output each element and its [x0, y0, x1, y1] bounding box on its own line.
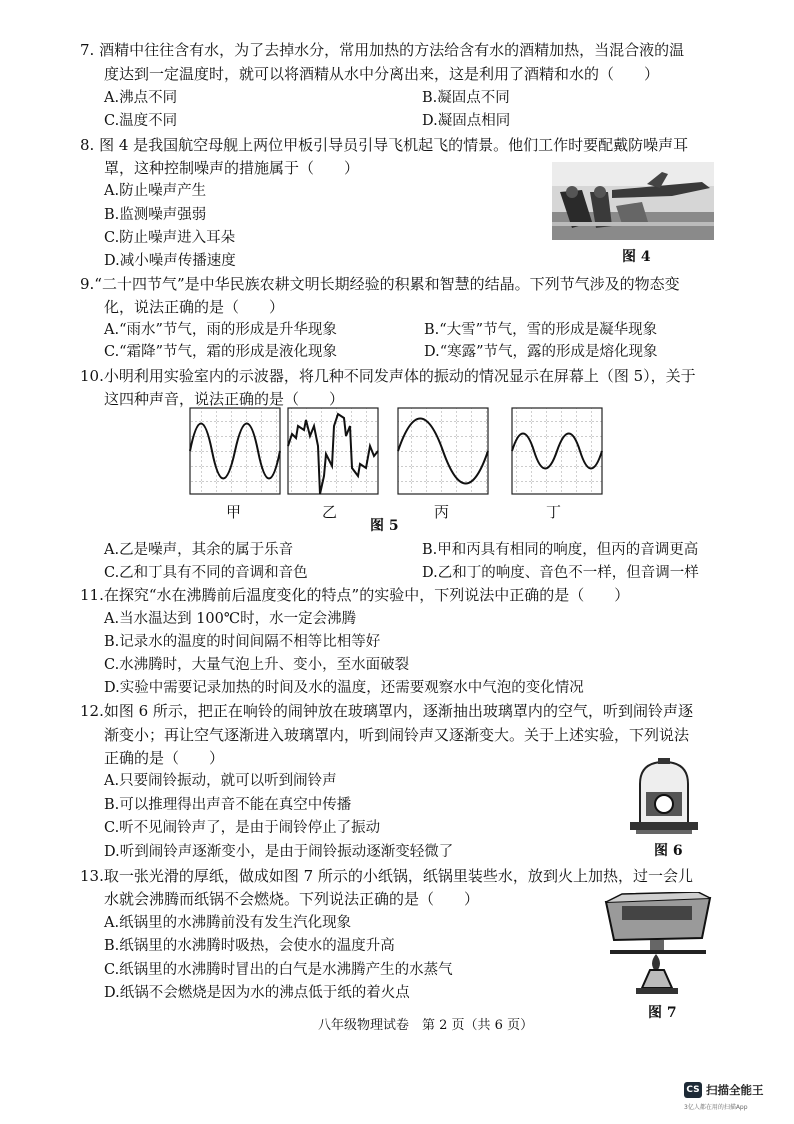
q12-stem-line2: 渐变小；再让空气逐渐进入玻璃罩内，听到闹铃声又逐渐变大。关于上述实验，下列说法 [104, 726, 690, 744]
fig6-caption: 图 6 [654, 843, 683, 859]
q10-option-c: C.乙和丁具有不同的音调和音色 [104, 565, 308, 581]
q11-option-c: C.水沸腾时，大量气泡上升、变小，至水面破裂 [104, 657, 410, 673]
q9-option-a: A.“雨水”节气，雨的形成是升华现象 [104, 322, 337, 338]
q8-stem-line1: 8. 图 4 是我国航空母舰上两位甲板引导员引导飞机起飞的情景。他们工作时要配戴防噪声耳 [80, 136, 689, 154]
q12-option-c: C.听不见闹铃声了，是由于闹铃停止了振动 [104, 820, 381, 836]
q8-option-b: B.监测噪声强弱 [104, 207, 207, 223]
waveform-jia [190, 408, 280, 494]
q13-stem-line2: 水就会沸腾而纸锅不会燃烧。下列说法正确的是（ ） [104, 890, 480, 908]
fig5-label-yi: 乙 [322, 503, 338, 521]
q8-stem-line2: 罩，这种控制噪声的措施属于（ ） [104, 159, 360, 177]
q12-option-b: B.可以推理得出声音不能在真空中传播 [104, 797, 352, 813]
q11-stem: 11.在探究“水在沸腾前后温度变化的特点”的实验中，下列说法中正确的是（ ） [80, 586, 630, 604]
q12-option-d: D.听到闹铃声逐渐变小，是由于闹铃振动逐渐变轻微了 [104, 844, 454, 860]
fig5-label-jia: 甲 [226, 503, 242, 521]
waveform-bing [398, 408, 488, 494]
q8-option-c: C.防止噪声进入耳朵 [104, 230, 236, 246]
fig7-caption: 图 7 [648, 1005, 677, 1021]
q9-stem-line2: 化，说法正确的是（ ） [104, 298, 285, 316]
fig6-bell-jar-clock [626, 758, 702, 834]
q7-stem-line1: 7. 酒精中往往含有水，为了去掉水分，常用加热的方法给含有水的酒精加热，当混合液的温 [80, 41, 685, 59]
fig7-paper-pot-over-flame [602, 892, 714, 998]
scanner-tagline: 3亿人都在用的扫描App [684, 1104, 748, 1111]
q7-option-a: A.沸点不同 [104, 90, 178, 106]
q12-option-a: A.只要闹铃振动，就可以听到闹铃声 [104, 773, 337, 789]
q11-option-d: D.实验中需要记录加热的时间及水的温度，还需要观察水中气泡的变化情况 [104, 680, 584, 696]
q10-option-a: A.乙是噪声，其余的属于乐音 [104, 542, 294, 558]
q13-stem-line1: 13.取一张光滑的厚纸，做成如图 7 所示的小纸锅，纸锅里装些水，放到火上加热，过一会儿 [80, 867, 693, 885]
fig5-caption: 图 5 [370, 518, 399, 534]
fig4-aircraft-carrier-photo [552, 162, 714, 240]
q10-stem-line1: 10.小明利用实验室内的示波器，将几种不同发声体的振动的情况显示在屏幕上（图 5），关于 [80, 367, 696, 385]
q13-option-a: A.纸锅里的水沸腾前没有发生汽化现象 [104, 915, 352, 931]
q9-option-d: D.“寒露”节气，露的形成是熔化现象 [424, 344, 658, 360]
fig4-caption: 图 4 [622, 249, 651, 265]
fig5-oscilloscope-waveforms [186, 406, 612, 496]
cs-logo-icon: CS [684, 1082, 702, 1098]
waveform-ding [512, 408, 602, 494]
q10-stem-line2: 这四种声音，说法正确的是（ ） [104, 390, 345, 408]
q7-option-c: C.温度不同 [104, 113, 178, 129]
q7-option-d: D.凝固点相同 [422, 113, 511, 129]
q9-option-b: B.“大雪”节气，雪的形成是凝华现象 [424, 322, 658, 338]
q7-stem-line2: 度达到一定温度时，就可以将酒精从水中分离出来，这是利用了酒精和水的（ ） [104, 65, 660, 83]
q10-option-d: D.乙和丁的响度、音色不一样，但音调一样 [422, 565, 699, 581]
fig5-label-ding: 丁 [546, 503, 562, 521]
fig5-label-bing: 丙 [434, 503, 450, 521]
q10-option-b: B.甲和丙具有相同的响度，但丙的音调更高 [422, 542, 699, 558]
q8-option-d: D.减小噪声传播速度 [104, 253, 236, 269]
q11-option-b: B.记录水的温度的时间间隔不相等比相等好 [104, 634, 381, 650]
waveform-yi [288, 408, 378, 494]
q13-option-c: C.纸锅里的水沸腾时冒出的白气是水沸腾产生的水蒸气 [104, 962, 453, 978]
q11-option-a: A.当水温达到 100℃时，水一定会沸腾 [104, 611, 357, 627]
q9-stem-line1: 9.“二十四节气”是中华民族农耕文明长期经验的积累和智慧的结晶。下列节气涉及的物态变 [80, 275, 680, 293]
q9-option-c: C.“霜降”节气，霜的形成是液化现象 [104, 344, 338, 360]
page-footer: 八年级物理试卷 第 2 页（共 6 页） [318, 1018, 534, 1033]
scanner-app-name: 扫描全能王 [706, 1083, 764, 1097]
q7-option-b: B.凝固点不同 [422, 90, 510, 106]
q8-option-a: A.防止噪声产生 [104, 183, 207, 199]
q13-option-b: B.纸锅里的水沸腾时吸热，会使水的温度升高 [104, 938, 395, 954]
q12-stem-line1: 12.如图 6 所示，把正在响铃的闹钟放在玻璃罩内，逐渐抽出玻璃罩内的空气，听到闹铃声逐 [80, 702, 693, 720]
q12-stem-line3: 正确的是（ ） [104, 749, 225, 767]
scanner-watermark [684, 1082, 764, 1098]
q13-option-d: D.纸锅不会燃烧是因为水的沸点低于纸的着火点 [104, 985, 410, 1001]
